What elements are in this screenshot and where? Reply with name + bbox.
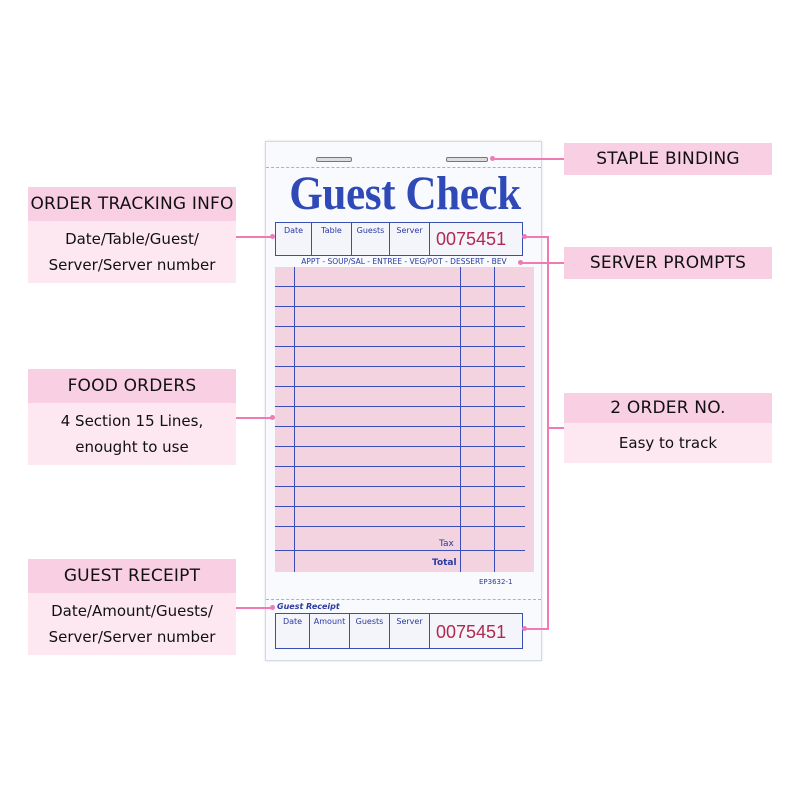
food-orders-description: 4 Section 15 Lines, enought to use <box>28 403 236 465</box>
connector-dot <box>270 415 275 420</box>
header-field-date: Date <box>276 223 312 255</box>
connector-dot <box>490 156 495 161</box>
connector-order-no-bottom <box>526 628 548 630</box>
staple-binding-title: STAPLE BINDING <box>564 143 772 175</box>
connector-dot <box>522 234 527 239</box>
order-no-title: 2 ORDER NO. <box>564 393 772 423</box>
receipt-field-guests: Guests <box>350 614 390 648</box>
connector-dot <box>270 234 275 239</box>
guest-receipt-title: GUEST RECEIPT <box>28 559 236 593</box>
connector-dot <box>270 605 275 610</box>
connector-staple <box>494 158 564 160</box>
receipt-field-date: Date <box>276 614 310 648</box>
connector-food-orders <box>236 417 272 419</box>
staple-left <box>316 157 352 162</box>
connector-server-prompts <box>522 262 564 264</box>
guest-receipt-description: Date/Amount/Guests/ Server/Server number <box>28 593 236 655</box>
order-tracking-title: ORDER TRACKING INFO <box>28 187 236 221</box>
tax-label: Tax <box>439 539 454 549</box>
receipt-field-server: Server <box>390 614 430 648</box>
perforation-receipt <box>266 599 541 600</box>
order-tracking-description: Date/Table/Guest/ Server/Server number <box>28 221 236 283</box>
check-title: Guest Check <box>289 167 521 220</box>
receipt-order-number: 0075451 <box>436 622 507 642</box>
connector-order-no-top <box>526 236 548 238</box>
connector-guest-receipt <box>236 607 272 609</box>
header-field-table: Table <box>312 223 352 255</box>
header-field-guests: Guests <box>352 223 390 255</box>
staple-right <box>446 157 488 162</box>
connector-dot <box>522 626 527 631</box>
connector-order-no-callout <box>547 427 564 429</box>
order-no-description: Easy to track <box>564 423 772 463</box>
food-order-grid <box>275 267 534 572</box>
guest-receipt-label: Guest Receipt <box>277 602 340 611</box>
order-tracking-box <box>275 222 523 256</box>
food-orders-title: FOOD ORDERS <box>28 369 236 403</box>
server-prompts-title: SERVER PROMPTS <box>564 247 772 279</box>
receipt-field-amount: Amount <box>310 614 350 648</box>
total-label: Total <box>432 558 457 568</box>
connector-dot <box>518 260 523 265</box>
server-prompts: APPT - SOUP/SAL - ENTREE - VEG/POT - DESSERT - BEV <box>301 257 507 266</box>
form-code: EP3632-1 <box>479 578 513 586</box>
connector-order-no-vertical <box>547 236 549 630</box>
header-field-server: Server <box>390 223 430 255</box>
connector-order-tracking <box>236 236 272 238</box>
guest-check-pad <box>265 141 542 661</box>
receipt-box <box>275 613 523 649</box>
order-number: 0075451 <box>436 229 507 249</box>
